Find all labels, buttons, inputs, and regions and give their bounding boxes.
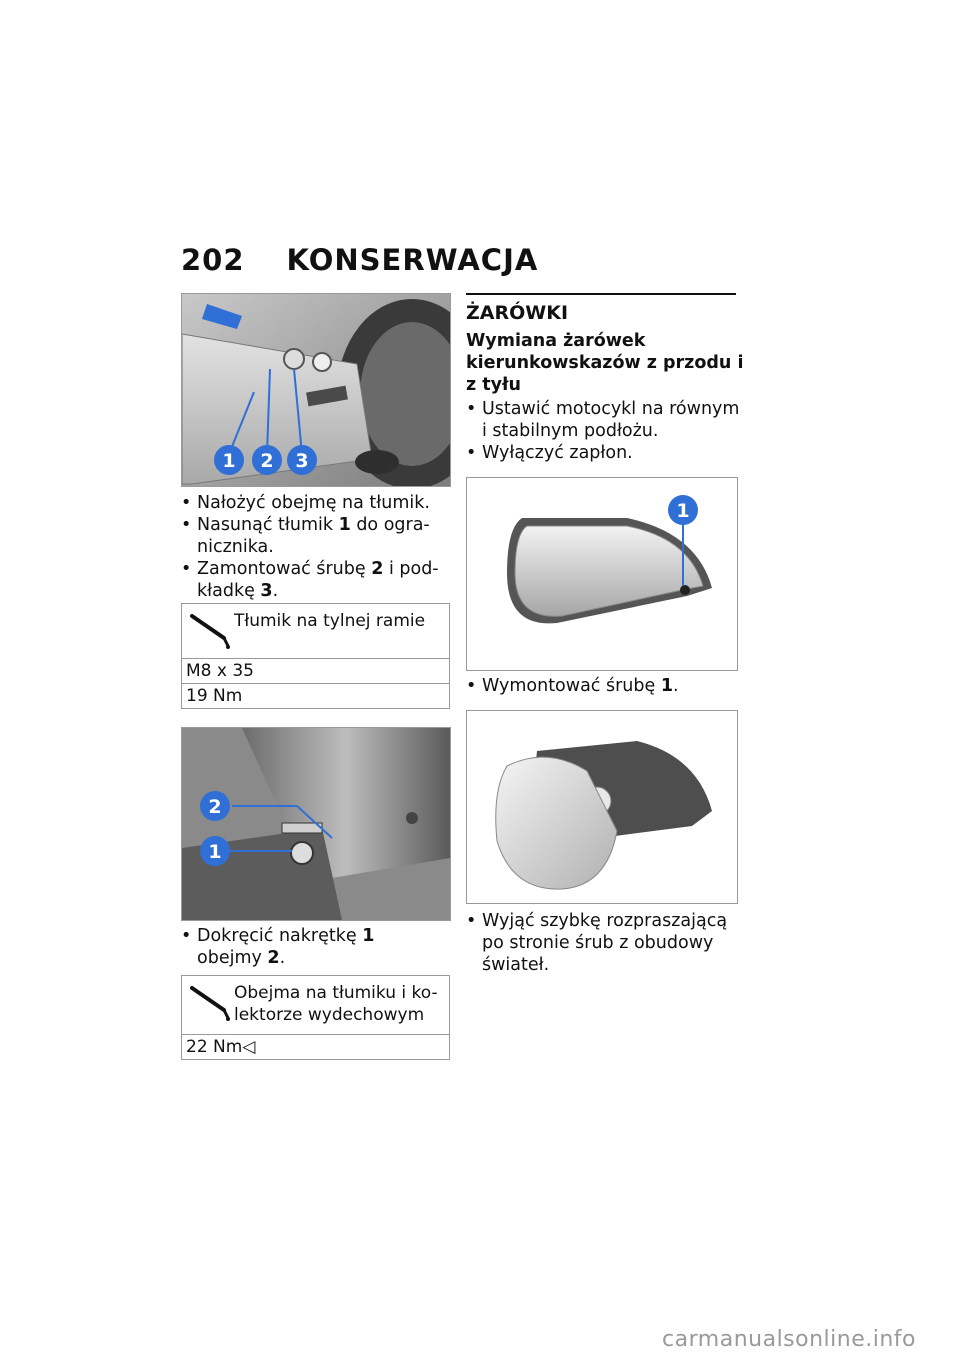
figure-clamp (181, 727, 451, 921)
spec-title: Obejma na tłumiku i ko-lektorze wydechowym (234, 983, 438, 1025)
figure-indicator-screw (466, 477, 738, 671)
svg-text:1: 1 (208, 841, 222, 863)
steps-remove-lens (466, 910, 736, 976)
section-title: KONSERWACJA (286, 243, 539, 277)
list-item: • Wyłączyć zapłon. (466, 442, 741, 464)
page-number: 202 (181, 243, 245, 277)
torque-spec-muffler (181, 603, 450, 709)
steps-muffler (181, 492, 451, 602)
svg-text:2: 2 (208, 796, 222, 818)
svg-text:2: 2 (260, 450, 274, 472)
lens-illustration (467, 711, 737, 903)
clamp-bolt (284, 349, 304, 369)
steps-clamp (181, 925, 441, 969)
list-item: • Nasunąć tłumik 1 do ogra-nicznika. (181, 514, 451, 558)
list-item: • Wymontować śrubę 1. (466, 675, 736, 697)
torque-wrench-icon (188, 982, 234, 1022)
list-item: • Ustawić motocykl na równym i stabilnym podłożu. (466, 398, 741, 442)
clamp-illustration (182, 728, 450, 920)
indicator-illustration (467, 478, 737, 670)
screw (680, 585, 690, 595)
list-item: • Nałożyć obejmę na tłumik. (181, 492, 451, 514)
section-rule (466, 293, 736, 295)
muffler-illustration (182, 294, 450, 486)
svg-text:1: 1 (222, 450, 236, 472)
bulbs-subheading: Wymiana żarówek kierunkowskazów z przodu i z tyłu (466, 331, 744, 395)
spec-row: 19 Nm (186, 686, 243, 706)
bulbs-heading: ŻARÓWKI (466, 302, 569, 324)
spec-title: Tłumik na tylnej ramie (234, 611, 426, 631)
clamp-nut (291, 842, 313, 864)
spec-row: 22 Nm◁ (186, 1037, 256, 1057)
svg-text:1: 1 (676, 500, 690, 522)
steps-preparation (466, 398, 741, 464)
steps-remove-screw (466, 675, 736, 697)
watermark: carmanualsonline.info (662, 1327, 916, 1352)
figure-lens-removal (466, 710, 738, 904)
torque-wrench-icon (188, 610, 234, 650)
torque-spec-clamp (181, 975, 450, 1060)
list-item: • Wyjąć szybkę rozpraszającą po stronie śrub z obudowy świateł. (466, 910, 736, 976)
list-item: • Zamontować śrubę 2 i pod-kładkę 3. (181, 558, 451, 602)
list-item: • Dokręcić nakrętkę 1 obejmy 2. (181, 925, 441, 969)
spec-row: M8 x 35 (182, 659, 449, 684)
svg-text:3: 3 (295, 450, 309, 472)
page-header (181, 240, 538, 280)
figure-muffler (181, 293, 451, 487)
